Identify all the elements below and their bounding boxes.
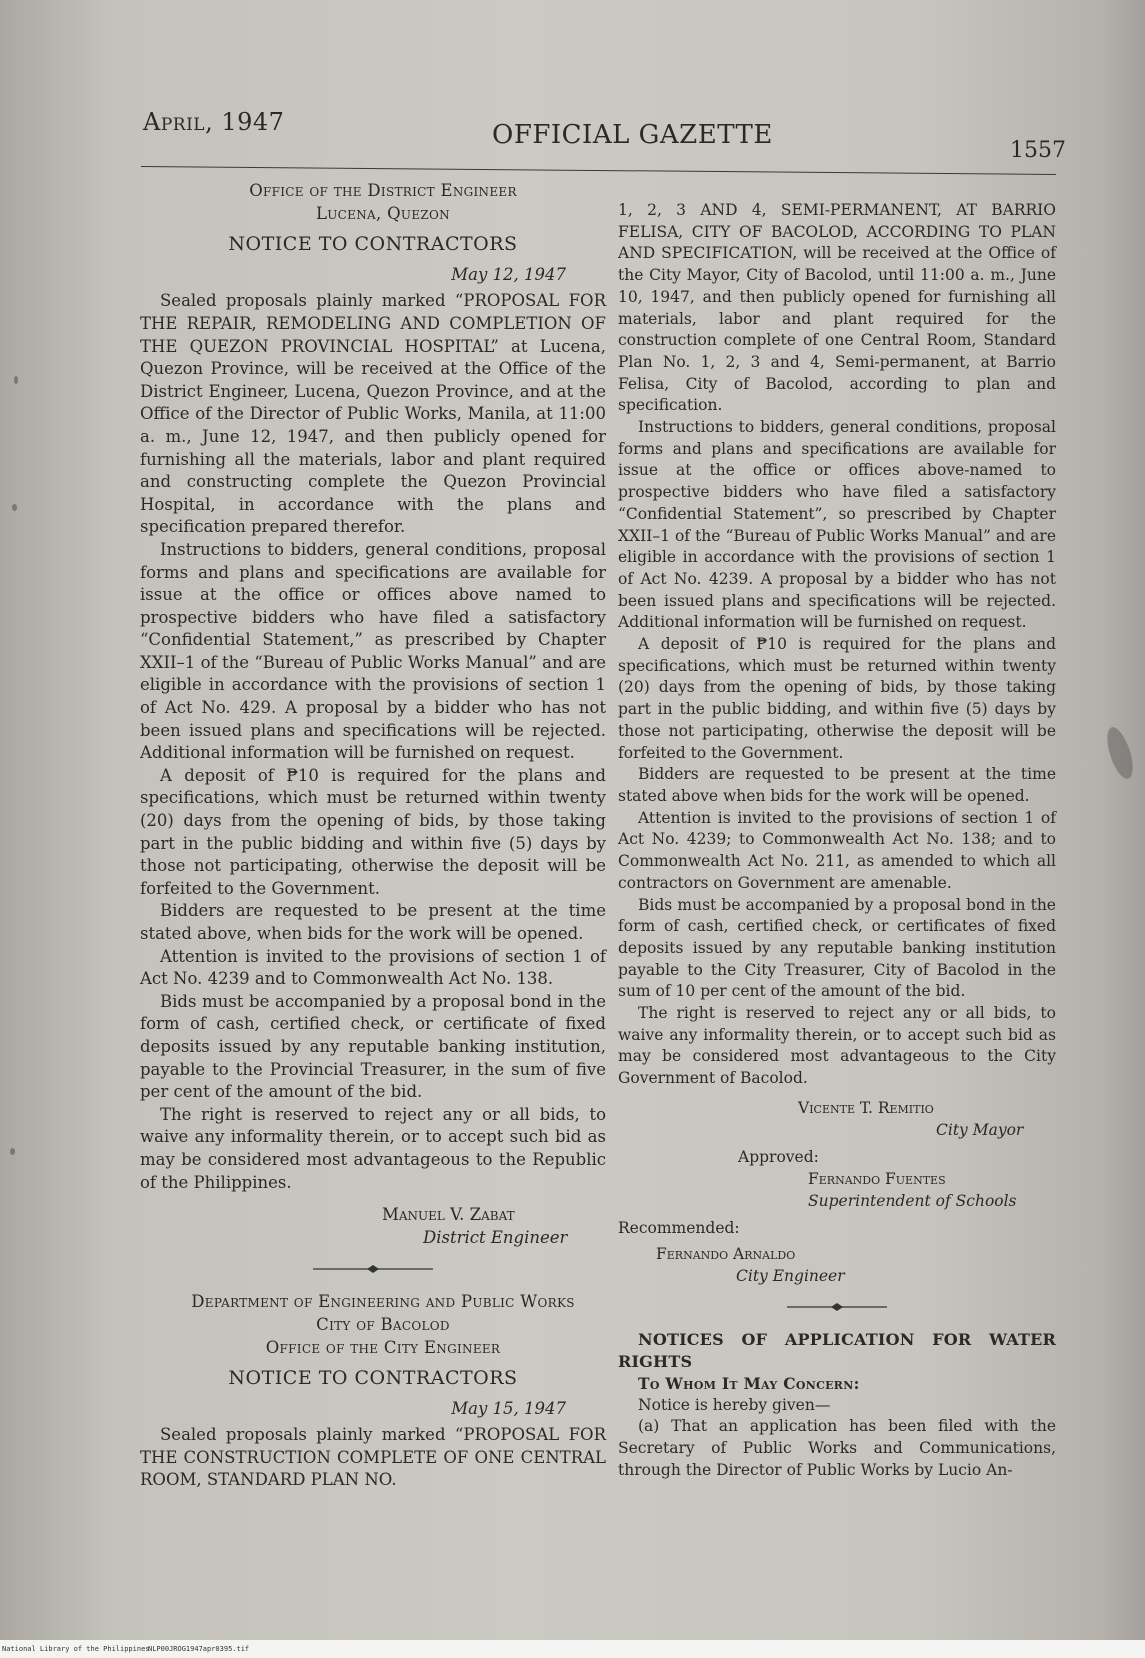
water-rights-intro: Notice is hereby given— — [638, 1395, 831, 1414]
recommender-name: Fernando Arnaldo — [656, 1245, 796, 1264]
right-column — [618, 200, 1056, 1481]
scan-blemish — [1102, 724, 1138, 782]
notice1-location: Lucena, Quezon — [316, 203, 450, 223]
section-divider — [618, 1301, 1056, 1315]
notice2-office: Office of the City Engineer — [265, 1337, 501, 1357]
page-number: 1557 — [1010, 138, 1066, 163]
notice2-paragraph: Attention is invited to the provisions of section 1 of Act No. 4239; to Commonwealth Act No. 138; and to Commonwealth Act No. 211, as amended to which all contractors on Government are amenable. — [618, 808, 1056, 892]
scan-footer — [0, 1640, 1145, 1658]
notice1-paragraph: Attention is invited to the provisions of section 1 of Act No. 4239 and to Commonwealth Act No. 138. — [140, 946, 606, 989]
notice2-signer-name: Vicente T. Remitio — [798, 1098, 934, 1117]
scan-speck — [12, 504, 17, 511]
approver-name: Fernando Fuentes — [808, 1169, 946, 1188]
water-rights-heading: NOTICES OF APPLICATION FOR WATER RIGHTS — [618, 1330, 1056, 1372]
notice2-department: Department of Engineering and Public Works — [191, 1292, 575, 1312]
notice2-paragraph: Bidders are requested to be present at the time stated above when bids for the work will be opened. — [618, 765, 1056, 805]
water-rights-salutation: To Whom It May Concern: — [638, 1373, 860, 1393]
notice2-continuation: 1, 2, 3 AND 4, SEMI-PERMANENT, AT BARRIO FELISA, CITY OF BACOLOD, ACCORDING TO PLAN AND SPECIFICATION, will be received at the Office of the City Mayor, City of Bacolod, until 11:00 a. m., June 10, 1947, and then publicly opened for furnishing all materials, labor and plant required for the construction complete of one Central Room, Standard Plan No. 1, 2, 3 and 4, Semi-permanent, at Barrio Felisa, City of Bacolod, according to plan and specification. — [618, 201, 1056, 415]
header-rule — [141, 166, 1056, 175]
water-rights-item-a: (a) That an application has been filed with the Secretary of Public Works and Communications, through the Director of Public Works by Lucio An- — [618, 1417, 1056, 1479]
recommended-label: Recommended: — [618, 1219, 740, 1238]
notice1-paragraph: Sealed proposals plainly marked “PROPOSAL FOR THE REPAIR, REMODELING AND COMPLETION OF THE QUEZON PROVINCIAL HOSPITAL” at Lucena, Quezon Province, will be received at the Office of the District Engineer, Lucena, Quezon Province, and at the Office of the Director of Public Works, Manila, at 11:00 a. m., June 12, 1947, and then publicly opened for furnishing all the materials, labor and plant required and constructing complete the Quezon Provincial Hospital, in accordance with the plans and specification prepared therefor. — [140, 291, 606, 537]
notice2-paragraph: The right is reserved to reject any or all bids, to waive any informality therein, or to accept such bid as may be considered most advantageous to the City Government of Bacolod. — [618, 1004, 1056, 1088]
footer-file: NLP00JROG1947apr0395.tif — [148, 1645, 250, 1653]
approver-title: Superintendent of Schools — [808, 1191, 1017, 1210]
notice1-date: May 12, 1947 — [451, 264, 566, 284]
notice2-city: City of Bacolod — [316, 1314, 450, 1334]
left-column — [140, 180, 606, 1492]
notice1-heading: NOTICE TO CONTRACTORS — [228, 233, 518, 256]
scan-speck — [10, 1148, 15, 1155]
section-divider — [140, 1263, 606, 1277]
notice1-signer-title: District Engineer — [423, 1227, 568, 1247]
notice2-paragraph: A deposit of ₱10 is required for the plans and specifications, which must be returned within twenty (20) days from the opening of bids, by those taking part in the public bidding, and within five (5) days by those not participating, otherwise the deposit will be forfeited to the Government. — [618, 635, 1056, 762]
notice1-paragraph: Instructions to bidders, general conditions, proposal forms and plans and specifications are available for issue at the office or offices above named to prospective bidders who have filed a satisfactory “Confidential Statement,” as prescribed by Chapter XXII–1 of the “Bureau of Public Works Manual” and are eligible in accordance with the provisions of section 1 of Act No. 429. A proposal by a bidder who has not been issued plans and specifications will be rejected. Additional information will be furnished on request. — [140, 539, 606, 763]
notice1-paragraph: Bidders are requested to be present at the time stated above, when bids for the work will be opened. — [140, 901, 606, 943]
notice2-paragraph: Bids must be accompanied by a proposal bond in the form of cash, certified check, or certificates of fixed deposits issued by any reputable banking institution payable to the City Treasurer, City of Bacolod in the sum of 10 per cent of the amount of the bid. — [618, 895, 1056, 1001]
scan-speck — [14, 376, 18, 384]
notice2-opening: Sealed proposals plainly marked “PROPOSAL FOR THE CONSTRUCTION COMPLETE OF ONE CENTRAL ROOM, STANDARD PLAN NO. — [140, 1425, 606, 1490]
approved-label: Approved: — [738, 1148, 819, 1167]
notice1-paragraph: Bids must be accompanied by a proposal bond in the form of cash, certified check, or certificate of fixed deposits issued by any reputable banking institution, payable to the Provincial Treasurer, in the sum of five per cent of the amount of the bid. — [140, 991, 606, 1102]
footer-library: National Library of the Philippines — [2, 1645, 150, 1653]
notice1-office: Office of the District Engineer — [249, 181, 517, 200]
notice2-heading: NOTICE TO CONTRACTORS — [228, 1367, 518, 1390]
notice2-paragraph: Instructions to bidders, general conditions, proposal forms and plans and specifications are available for issue at the office or offices above-named to prospective bidders who have filed a satisfactory “Confidential Statement”, so prescribed by Chapter XXII–1 of the “Bureau of Public Works Manual” and are eligible in accordance with the provisions of section 1 of Act No. 4239. A proposal by a bidder who has not been issued plans and specifications will be rejected. Additional information will be furnished on request. — [618, 418, 1056, 632]
notice2-signer-title: City Mayor — [936, 1120, 1024, 1139]
notice1-paragraph: A deposit of ₱10 is required for the plans and specifications, which must be returned within twenty (20) days from the opening of bids, by those taking part in the public bidding and within five (5) days by those not participating, otherwise the deposit will be forfeited to the Government. — [140, 765, 606, 898]
header-date: April, 1947 — [143, 108, 285, 136]
notice2-date: May 15, 1947 — [451, 1398, 566, 1418]
notice1-signer-name: Manuel V. Zabat — [382, 1205, 515, 1225]
notice1-paragraph: The right is reserved to reject any or all bids, to waive any informality therein, or to accept such bid as may be considered most advantageous to the Republic of the Philippines. — [140, 1104, 606, 1192]
gazette-title: OFFICIAL GAZETTE — [492, 120, 773, 150]
recommender-title: City Engineer — [736, 1266, 845, 1285]
